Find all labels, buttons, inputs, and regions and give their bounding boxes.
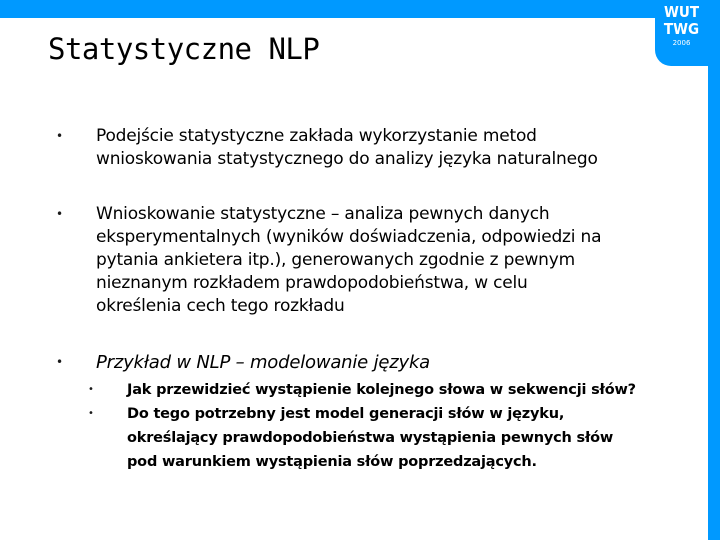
bullet-text [96,125,598,171]
bullet-dot-icon: • [56,355,64,369]
logo-line-1: WUT [663,3,700,21]
top-accent-bar [0,0,720,18]
subbullet-text [127,402,613,474]
bullet-line: Wnioskowanie statystyczne – analiza pewnych danych [96,204,550,224]
subbullet-line: Do tego potrzebny jest model generacji słów w języku, [127,406,565,422]
bullet-text [96,203,601,318]
bullet-line: nieznanym rozkładem prawdopodobieństwa, w celu [96,273,528,293]
bullet-line: określenia cech tego rozkładu [96,296,345,316]
subbullet-line: Jak przewidzieć wystąpienie kolejnego słowa w sekwencji słów? [127,382,636,398]
bullet-line: eksperymentalnych (wyników doświadczenia, odpowiedzi na [96,227,602,247]
bullet-line: Podejście statystyczne zakłada wykorzystanie metod [96,126,537,146]
right-accent-bar [708,18,720,540]
wut-twg-logo [655,0,708,66]
subbullet-text [127,378,636,402]
bullet-line: pytania ankietera itp.), generowanych zgodnie z pewnym [96,250,575,270]
bullet-line: Przykład w NLP – modelowanie języka [96,352,431,373]
bullet-dot-icon: • [56,129,64,143]
logo-year: 2006 [672,39,691,47]
bullet-dot-icon: • [56,207,64,221]
subbullet-dot-icon: • [88,408,94,419]
slide-title: Statystyczne NLP [48,32,320,66]
subbullet-dot-icon: • [88,384,94,395]
bullet-line: wnioskowania statystycznego do analizy języka naturalnego [96,149,598,169]
logo-line-2: TWG [663,20,700,38]
subbullet-line: pod warunkiem wystąpienia słów poprzedzających. [127,454,537,470]
bullet-text [96,351,430,374]
subbullet-line: określający prawdopodobieństwa wystąpienia pewnych słów [127,430,614,446]
